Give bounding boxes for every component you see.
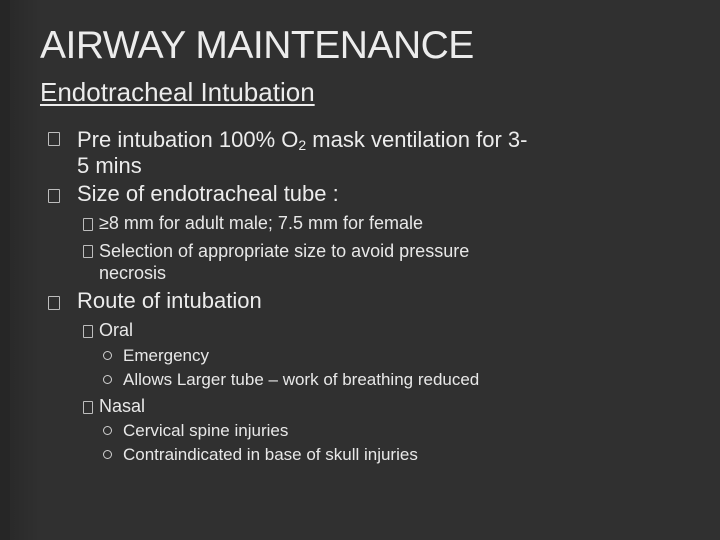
bullet-3-sub-2: Nasal [99,396,146,416]
bullet-3-sub-2-item-2: Contraindicated in base of skull injuries [123,445,418,464]
square-bullet-icon [83,218,93,231]
circle-bullet-icon [103,450,112,459]
circle-bullet-icon [103,426,112,435]
bullet-3: Route of intubation [77,288,262,313]
square-bullet-icon [48,189,60,203]
square-bullet-icon [83,245,93,258]
bullet-2-sub-2-line-2: necrosis [99,263,167,283]
bullet-2: Size of endotracheal tube : [77,181,339,206]
square-bullet-icon [83,401,93,414]
bullet-3-sub-1: Oral [99,320,134,340]
square-bullet-icon [48,132,60,146]
bullet-3-sub-1-item-2: Allows Larger tube – work of breathing reduced [123,370,480,389]
bullet-1-line-2: 5 mins [77,153,142,178]
slide-subtitle: Endotracheal Intubation [40,77,315,107]
bullet-1-line-1: Pre intubation 100% $O_2$ mask ventilation for 3- [77,127,528,153]
bullet-3-sub-2-item-1: Cervical spine injuries [123,421,289,440]
bullet-3-sub-1-item-1: Emergency [123,346,209,365]
bullet-2-sub-2-line-1: Selection of appropriate size to avoid pressure [99,241,470,261]
square-bullet-icon [83,325,93,338]
circle-bullet-icon [103,375,112,384]
bullet-2-sub-1: ≥8 mm for adult male; 7.5 mm for female [99,213,423,233]
slide-title: AIRWAY MAINTENANCE [40,24,474,67]
square-bullet-icon [48,296,60,310]
circle-bullet-icon [103,351,112,360]
